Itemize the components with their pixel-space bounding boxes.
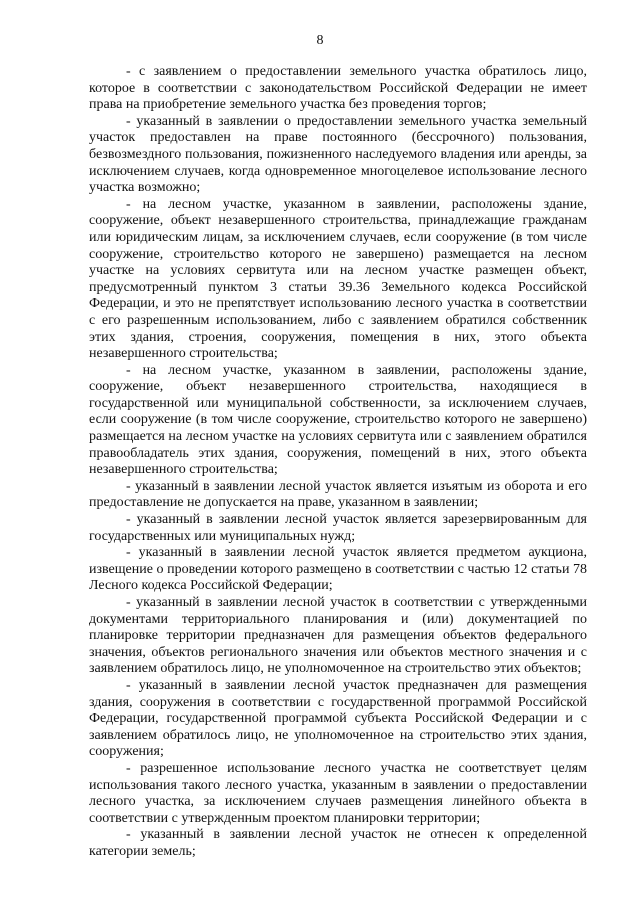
page-number: 8 <box>316 33 324 48</box>
document-body <box>89 64 587 861</box>
paragraph: - указанный в заявлении о предоставлении земельного участка земельный участок предоставлен на праве постоянного (бессрочного) пользования, безвозмездного пользования, пожизненного наследуемого владения или аренды, за исключением случаев, когда одновременное многоцелевое использование лесного участка возможно; <box>89 113 587 196</box>
paragraph: - указанный в заявлении лесной участок не отнесен к определенной категории земель; <box>89 827 587 859</box>
paragraph: - указанный в заявлении лесной участок в соответствии с утвержденными документами территориального планирования и (или) документацией по планировке территории предназначен для размещения объектов федерального значения, объектов регионального значения или объектов местного значения и с заявлением обратилось лицо, не уполномоченное на строительство этих объектов; <box>89 595 587 677</box>
paragraph: - указанный в заявлении лесной участок является зарезервированным для государственных или муниципальных нужд; <box>89 512 587 544</box>
paragraph: - указанный в заявлении лесной участок предназначен для размещения здания, сооружения в соответствии с государственной программой Российской Федерации, государственной программой субъекта Российской Федерации и с заявлением обратилось лицо, не уполномоченное на строительство этих здания, сооружения; <box>89 677 587 760</box>
paragraph: - разрешенное использование лесного участка не соответствует целям использования такого лесного участка, указанным в заявлении о предоставлении лесного участка, за исключением случаев размещения линейного объекта в соответствии с утвержденным проектом планировки территории; <box>89 760 587 826</box>
paragraph: - указанный в заявлении лесной участок является предметом аукциона, извещение о проведении которого размещено в соответствии с частью 12 статьи 78 Лесного кодекса Российской Федерации; <box>89 545 587 594</box>
paragraph: - указанный в заявлении лесной участок является изъятым из оборота и его предоставление не допускается на праве, указанном в заявлении; <box>89 478 587 511</box>
paragraph: - с заявлением о предоставлении земельного участка обратилось лицо, которое в соответствии с законодательством Российской Федерации не имеет права на приобретение земельного участка без проведения торгов; <box>89 64 587 113</box>
paragraph: - на лесном участке, указанном в заявлении, расположены здание, сооружение, объект незавершенного строительства, находящиеся в государственной или муниципальной собственности, за исключением случаев, если сооружение (в том числе сооружение, строительство которого не завершено) размещается на лесном участке на условиях сервитута или с заявлением обратился правообладатель этих здания, сооружения, помещений в них, этого объекта незавершенного строительства; <box>89 362 587 478</box>
paragraph: - на лесном участке, указанном в заявлении, расположены здание, сооружение, объект незавершенного строительства, принадлежащие гражданам или юридическим лицам, за исключением случаев, если сооружение (в том числе сооружение, строительство которого не завершено) размещается на лесном участке на условиях сервитута или на лесном участке размещен объект, предусмотренный пунктом 3 статьи 39.36 Земельного кодекса Российской Федерации, и это не препятствует использованию лесного участка в соответствии с его разрешенным использованием, либо с заявлением обратился собственник этих здания, строения, сооружения, помещения в них, этого объекта незавершенного строительства; <box>89 196 587 362</box>
